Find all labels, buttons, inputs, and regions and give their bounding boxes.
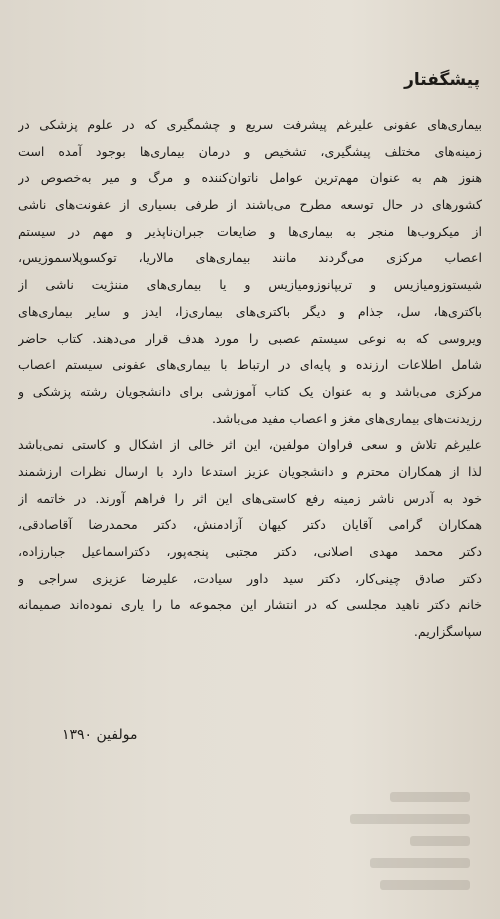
text-line: سپاسگزاریم. (413, 624, 482, 640)
text-line: شامل اطلاعات ارزنده و پایه‌ای در ارتباط با بیماری‌های عفونی سیستم اعصاب (18, 357, 482, 373)
text-line: کشورهای در حال توسعه مطرح می‌باشند از طرفی بسیاری از عفونت‌های ناشی (18, 197, 482, 213)
paragraph-intro (18, 112, 482, 432)
bleed-through-marks (300, 780, 480, 910)
text-line: همکاران گرامی آقایان دکتر کیهان آزادمنش، دکتر محمدرضا آقاصادقی، (18, 517, 482, 533)
text-line: خود به آدرس ناشر زمینه رفع کاستی‌های این اثر را فراهم آورند. در خاتمه از (18, 490, 482, 506)
signature: مولفین ۱۳۹۰ (62, 727, 138, 743)
text-line: باکتری‌ها، سل، جذام و دیگر باکتری‌های بیماری‌زا، ایدز و سایر بیماری‌های (18, 303, 482, 319)
text-line: ویروسی که به نوعی سیستم عصبی را مورد هدف قرار می‌دهند. کتاب حاضر (18, 330, 482, 346)
text-line: خانم دکتر ناهید مجلسی که در انتشار این مجموعه ما را یاری نموده‌اند صمیمانه (18, 597, 482, 613)
text-line: هنوز هم به عنوان مهم‌ترین عوامل ناتوان‌کننده و مرگ و میر به‌خصوص در (18, 170, 482, 186)
text-line: شیستوزومیازیس و تریپانوزومیازیس و یا بیماری‌های مننژیت ناشی از (18, 277, 482, 293)
text-line: زمینه‌های مختلف پیشگیری، تشخیص و درمان بیماری‌ها بوجود آمده است (18, 143, 482, 159)
text-line: بیماری‌های عفونی علیرغم پیشرفت سریع و چشمگیری که در علوم پزشکی در (18, 117, 482, 132)
text-line: لذا از همکاران محترم و دانشجویان عزیز استدعا دارد با ارسال نظرات ارزشمند (18, 463, 482, 479)
text-line: دکتر صادق چینی‌کار، دکتر سید داور سیادت، علیرضا عزیزی سراجی و (18, 570, 482, 586)
text-line: دکتر محمد مهدی اصلانی، دکتر مجتبی پنجه‌پور، دکتراسماعیل جبارزاده، (18, 544, 482, 559)
page-body (18, 112, 482, 646)
text-line: مرکزی می‌باشد و به عنوان یک کتاب آموزشی برای دانشجویان رشته پزشکی و (18, 383, 482, 399)
paragraph-acknowledgements (18, 432, 482, 646)
page-heading: پیشگفتار (404, 70, 480, 90)
text-line: رزیدنت‌های بیماری‌های مغز و اعصاب مفید می‌باشد. (212, 410, 482, 426)
text-line: اعصاب مرکزی می‌گردند مانند بیماری‌های مالاریا، توکسوپلاسموزیس، (18, 250, 482, 266)
text-line: از میکروب‌ها منجر به بیماری‌ها و ضایعات جبران‌ناپذیر و مهم در سیستم (18, 223, 482, 239)
text-line: علیرغم تلاش و سعی فراوان مولفین، این اثر خالی از اشکال و کاستی نمی‌باشد (18, 437, 482, 453)
